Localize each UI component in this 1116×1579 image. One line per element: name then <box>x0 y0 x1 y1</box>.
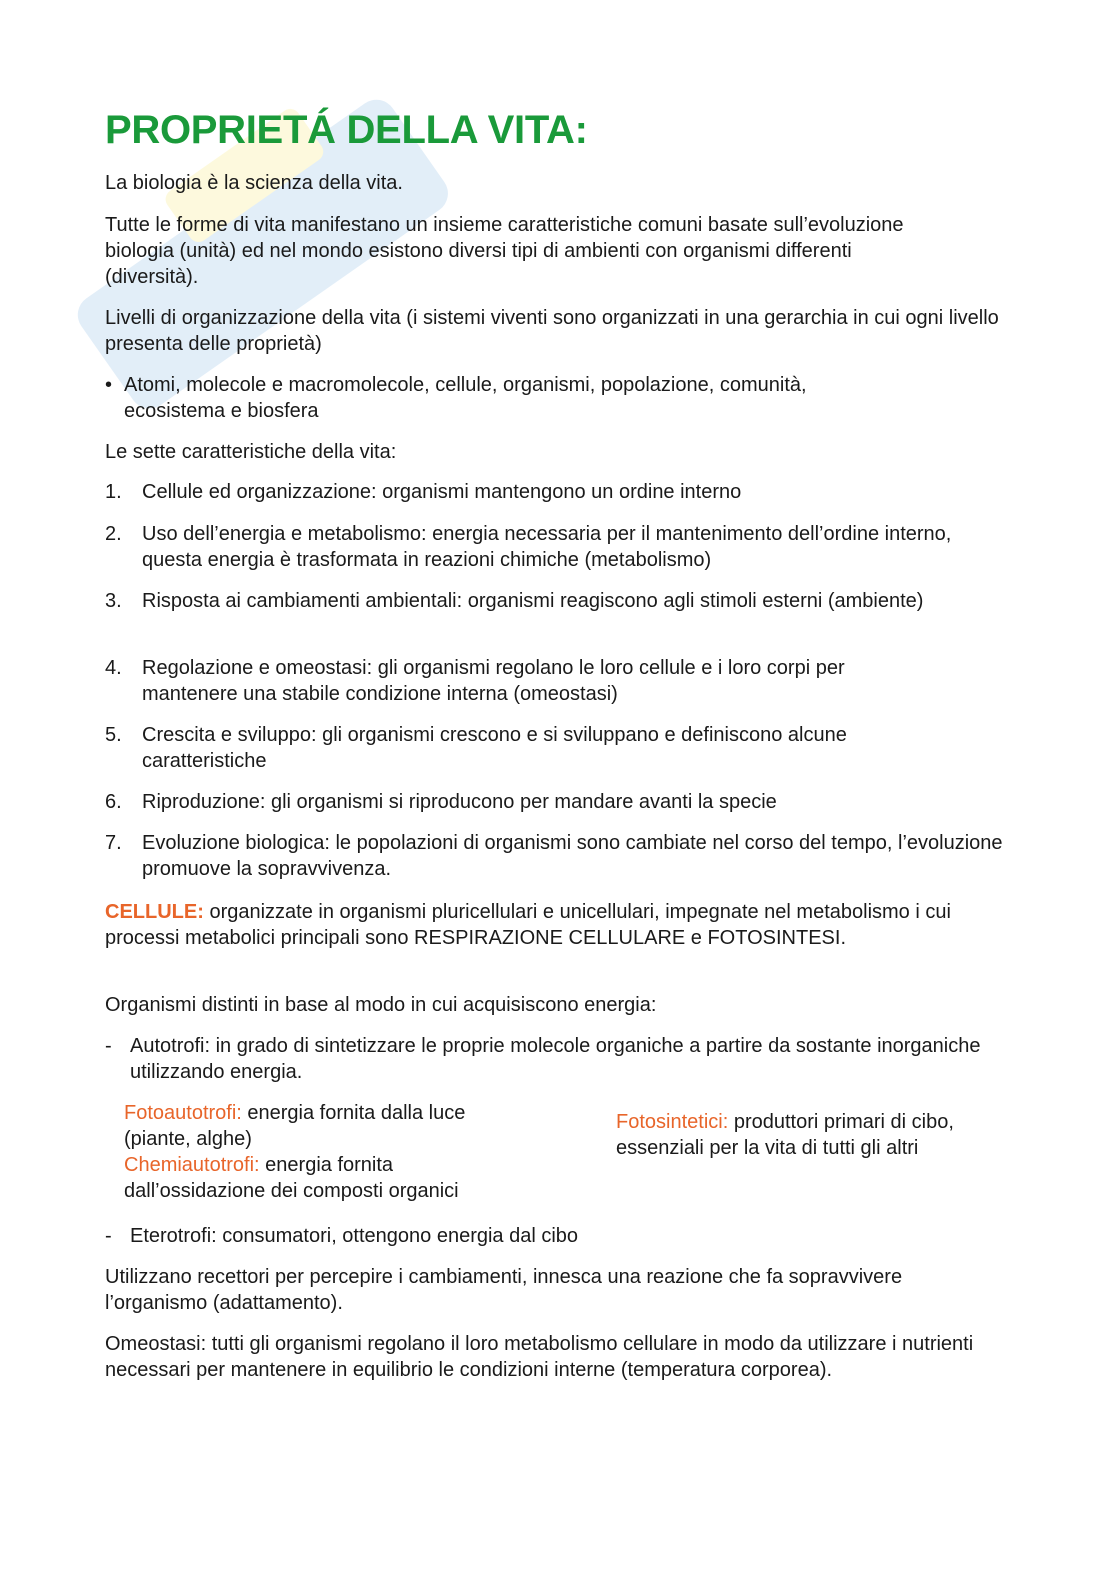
bullet-item <box>105 372 905 424</box>
eterotrofi-text: Eterotrofi: consumatori, ottengono energia dal cibo <box>130 1225 579 1247</box>
paragraph-livelli: Livelli di organizzazione della vita (i sistemi viventi sono organizzati in una gerarchia in cui ogni livello presenta delle proprietà) <box>105 307 999 355</box>
list-item <box>105 722 955 774</box>
list-number: 7. <box>105 832 122 854</box>
chemiautotrofi-text: energia fornita dall’ossidazione dei composti organici <box>124 1154 459 1202</box>
list-text: Cellule ed organizzazione: organismi mantengono un ordine interno <box>142 481 742 503</box>
cellule-text: organizzate in organismi pluricellulari e unicellulari, impegnate nel metabolismo i cui processi metabolici principali sono RESPIRAZIONE CELLULARE e FOTOSINTESI. <box>105 901 951 949</box>
dash-mark: - <box>105 1035 112 1057</box>
paragraph-organismi: Organismi distinti in base al modo in cui acquisiscono energia: <box>105 994 657 1016</box>
list-text: Uso dell’energia e metabolismo: energia necessaria per il mantenimento dell’ordine interno, questa energia è trasformata in reazioni chimiche (metabolismo) <box>142 523 952 571</box>
page-title: PROPRIETÁ DELLA VITA: <box>105 108 588 152</box>
dash-item-eterotrofi <box>105 1223 1005 1249</box>
list-text: Regolazione e omeostasi: gli organismi regolano le loro cellule e i loro corpi per mantenere una stabile condizione interna (omeostasi) <box>142 657 845 705</box>
fotosintetici-label: Fotosintetici: <box>616 1111 729 1133</box>
intro-paragraph: La biologia è la scienza della vita. <box>105 172 403 194</box>
fotoautotrofi-label: Fotoautotrofi: <box>124 1102 242 1124</box>
list-item <box>105 521 1005 573</box>
fotosintetici-block <box>616 1109 1016 1161</box>
paragraph-omeostasi: Omeostasi: tutti gli organismi regolano il loro metabolismo cellulare in modo da utilizzare i nutrienti necessari per mantenere in equilibrio le condizioni interne (temperatura corporea). <box>105 1333 974 1381</box>
list-number: 1. <box>105 481 122 503</box>
list-number: 5. <box>105 724 122 746</box>
dash-mark: - <box>105 1225 112 1247</box>
list-text: Riproduzione: gli organismi si riproducono per mandare avanti la specie <box>142 791 777 813</box>
list-item <box>105 655 945 707</box>
cellule-label: CELLULE: <box>105 901 204 923</box>
chemiautotrofi-label: Chemiautotrofi: <box>124 1154 260 1176</box>
list-item <box>105 830 1005 882</box>
list-item <box>105 479 1005 505</box>
bullet-mark: • <box>105 374 113 396</box>
fotoautotrofi-block <box>124 1100 524 1152</box>
list-item <box>105 588 925 614</box>
list-text: Crescita e sviluppo: gli organismi crescono e si sviluppano e definiscono alcune caratteristiche <box>142 724 847 772</box>
autotrofi-text: Autotrofi: in grado di sintetizzare le proprie molecole organiche a partire da sostante inorganiche utilizzando energia. <box>130 1035 981 1083</box>
paragraph-sette: Le sette caratteristiche della vita: <box>105 441 397 463</box>
list-number: 3. <box>105 590 122 612</box>
fotosintetici-text: produttori primari di cibo, essenziali per la vita di tutti gli altri <box>616 1111 954 1159</box>
dash-item-autotrofi <box>105 1033 985 1085</box>
list-text: Evoluzione biologica: le popolazioni di organismi sono cambiate nel corso del tempo, l’evoluzione promuove la sopravvivenza. <box>142 832 1003 880</box>
list-text: Risposta ai cambiamenti ambientali: organismi reagiscono agli stimoli esterni (ambiente) <box>142 590 924 612</box>
chemiautotrofi-block <box>124 1152 524 1204</box>
list-number: 4. <box>105 657 122 679</box>
list-item <box>105 789 1005 815</box>
paragraph-recettori: Utilizzano recettori per percepire i cambiamenti, innesca una reazione che fa sopravvivere l’organismo (adattamento). <box>105 1266 903 1314</box>
fotoautotrofi-text: energia fornita dalla luce (piante, alghe) <box>124 1102 466 1150</box>
paragraph-forme-vita: Tutte le forme di vita manifestano un insieme caratteristiche comuni basate sull’evoluzione biologia (unità) ed nel mondo esistono diversi tipi di ambienti con organismi differenti (diversità). <box>105 214 904 288</box>
list-number: 6. <box>105 791 122 813</box>
list-number: 2. <box>105 523 122 545</box>
paragraph-cellule <box>105 899 965 951</box>
bullet-text: Atomi, molecole e macromolecole, cellule, organismi, popolazione, comunità, ecosistema e biosfera <box>124 374 807 422</box>
